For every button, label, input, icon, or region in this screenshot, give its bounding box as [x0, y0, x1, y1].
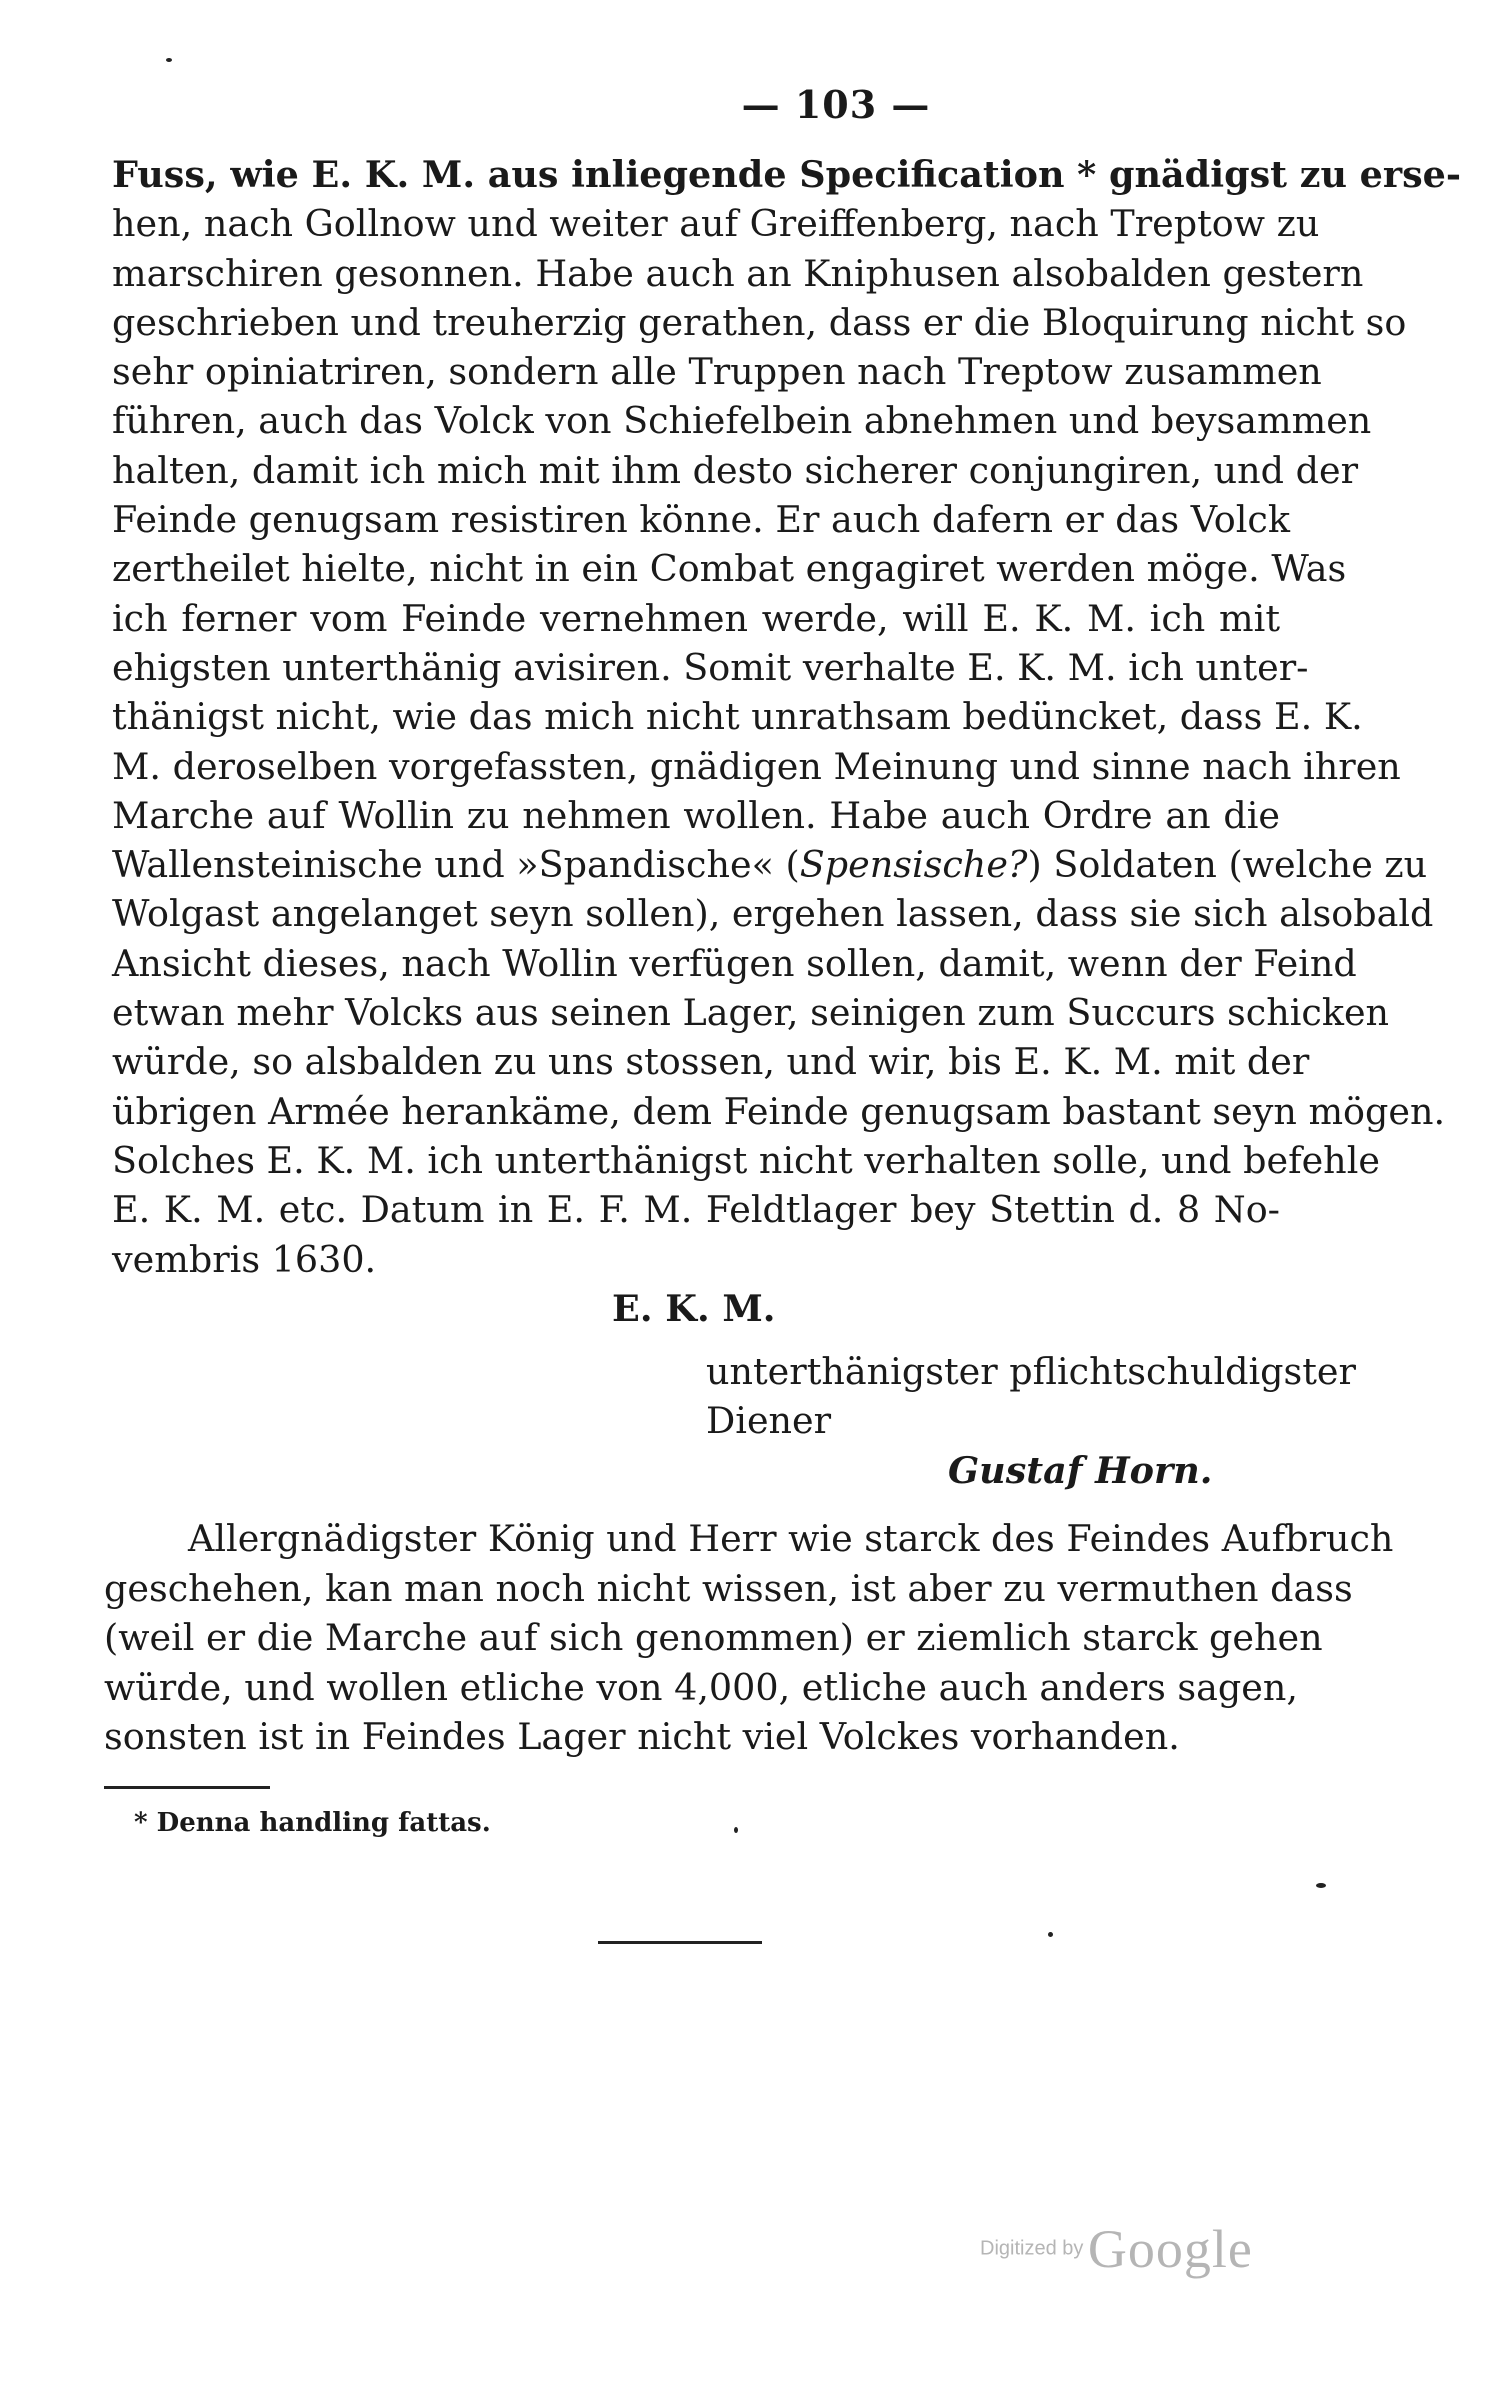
body-line-5: sehr opiniatriren, sondern alle Truppen nach Treptow zusammen [112, 350, 1322, 394]
body-line-4: geschrieben und treuherzig gerathen, dass er die Bloquirung nicht so [112, 300, 1407, 344]
postscript-line-3: (weil er die Marche auf sich genommen) er ziemlich starck gehen [104, 1616, 1323, 1659]
body-line-15-start: Wallensteinische und »Spandische« ( [112, 843, 800, 887]
body-line-19: würde, so alsbalden zu uns stossen, und wir, bis E. K. M. mit der [112, 1040, 1310, 1084]
body-line-2: hen, nach Gollnow und weiter auf Greiffenberg, nach Treptow zu [112, 202, 1320, 246]
postscript-line-2: geschehen, kan man noch nicht wissen, ist aber zu vermuthen dass [104, 1566, 1353, 1610]
postscript-line-5: sonsten ist in Feindes Lager nicht viel Volckes vorhanden. [104, 1715, 1180, 1758]
scan-speck [734, 1827, 738, 1833]
postscript [104, 1514, 1394, 1762]
body-line-16: Wolgast angelanget seyn sollen), ergehen lassen, dass sie sich alsobald [112, 892, 1434, 936]
scan-speck [166, 58, 172, 62]
footnote-divider [104, 1786, 270, 1789]
body-line-20: übrigen Armée herankäme, dem Feinde genugsam bastant seyn mögen. [112, 1089, 1446, 1133]
closing-abbreviation: E. K. M. [612, 1287, 776, 1330]
watermark [980, 2218, 1253, 2280]
page-number: — 103 — [741, 82, 931, 127]
body-line-21: Solches E. K. M. ich unterthänigst nicht verhalten solle, und befehle [112, 1138, 1380, 1182]
watermark-brand: Google [1087, 2219, 1253, 2279]
closing-salutation: unterthänigster pflichtschuldigster [706, 1350, 1356, 1393]
body-line-14: Marche auf Wollin zu nehmen wollen. Habe auch Ordre an die [112, 793, 1280, 837]
body-line-12: thänigst nicht, wie das mich nicht unrathsam bedüncket, dass E. K. [112, 695, 1363, 739]
end-divider [598, 1941, 762, 1944]
scan-speck [1048, 1932, 1053, 1937]
body-line-7: halten, damit ich mich mit ihm desto sicherer conjungiren, und der [112, 448, 1359, 492]
body-line-23: vembris 1630. [112, 1237, 377, 1281]
body-line-17: Ansicht dieses, nach Wollin verfügen sollen, damit, wenn der Feind [112, 941, 1357, 985]
body-line-3: marschiren gesonnen. Habe auch an Kniphusen alsobalden gestern [112, 251, 1364, 295]
body-line-1: Fuss, wie E. K. M. aus inliegende Specification * gnädigst zu erse- [112, 153, 1462, 196]
body-line-9: zertheilet hielte, nicht in ein Combat engagiret werden möge. Was [112, 547, 1347, 591]
body-line-10: ich ferner vom Feinde vernehmen werde, will E. K. M. ich mit [112, 596, 1280, 640]
closing-servant: Diener [706, 1399, 832, 1442]
letter-body [112, 150, 1462, 1284]
body-line-13: M. deroselben vorgefassten, gnädigen Meinung und sinne nach ihren [112, 744, 1401, 788]
body-line-8: Feinde genugsam resistiren könne. Er auch dafern er das Volck [112, 498, 1290, 542]
signature: Gustaf Horn. [948, 1449, 1213, 1492]
body-line-15 [112, 840, 1428, 889]
postscript-line-4: würde, und wollen etliche von 4,000, etliche auch anders sagen, [104, 1665, 1298, 1709]
body-line-22: E. K. M. etc. Datum in E. F. M. Feldtlager bey Stettin d. 8 No- [112, 1188, 1280, 1232]
watermark-prefix: Digitized by [980, 2237, 1084, 2260]
scan-speck [1316, 1883, 1326, 1888]
body-line-15-tail: ) Soldaten (welche zu [1027, 843, 1428, 887]
footnote: * Denna handling fattas. [134, 1808, 491, 1838]
body-line-18: etwan mehr Volcks aus seinen Lager, seinigen zum Succurs schicken [112, 991, 1390, 1035]
body-line-6: führen, auch das Volck von Schiefelbein abnehmen und beysammen [112, 399, 1372, 443]
body-line-15-italic: Spensische? [799, 843, 1028, 887]
body-line-11: ehigsten unterthänig avisiren. Somit verhalte E. K. M. ich unter- [112, 645, 1309, 689]
postscript-line-1: Allergnädigster König und Herr wie starck des Feindes Aufbruch [188, 1517, 1394, 1560]
